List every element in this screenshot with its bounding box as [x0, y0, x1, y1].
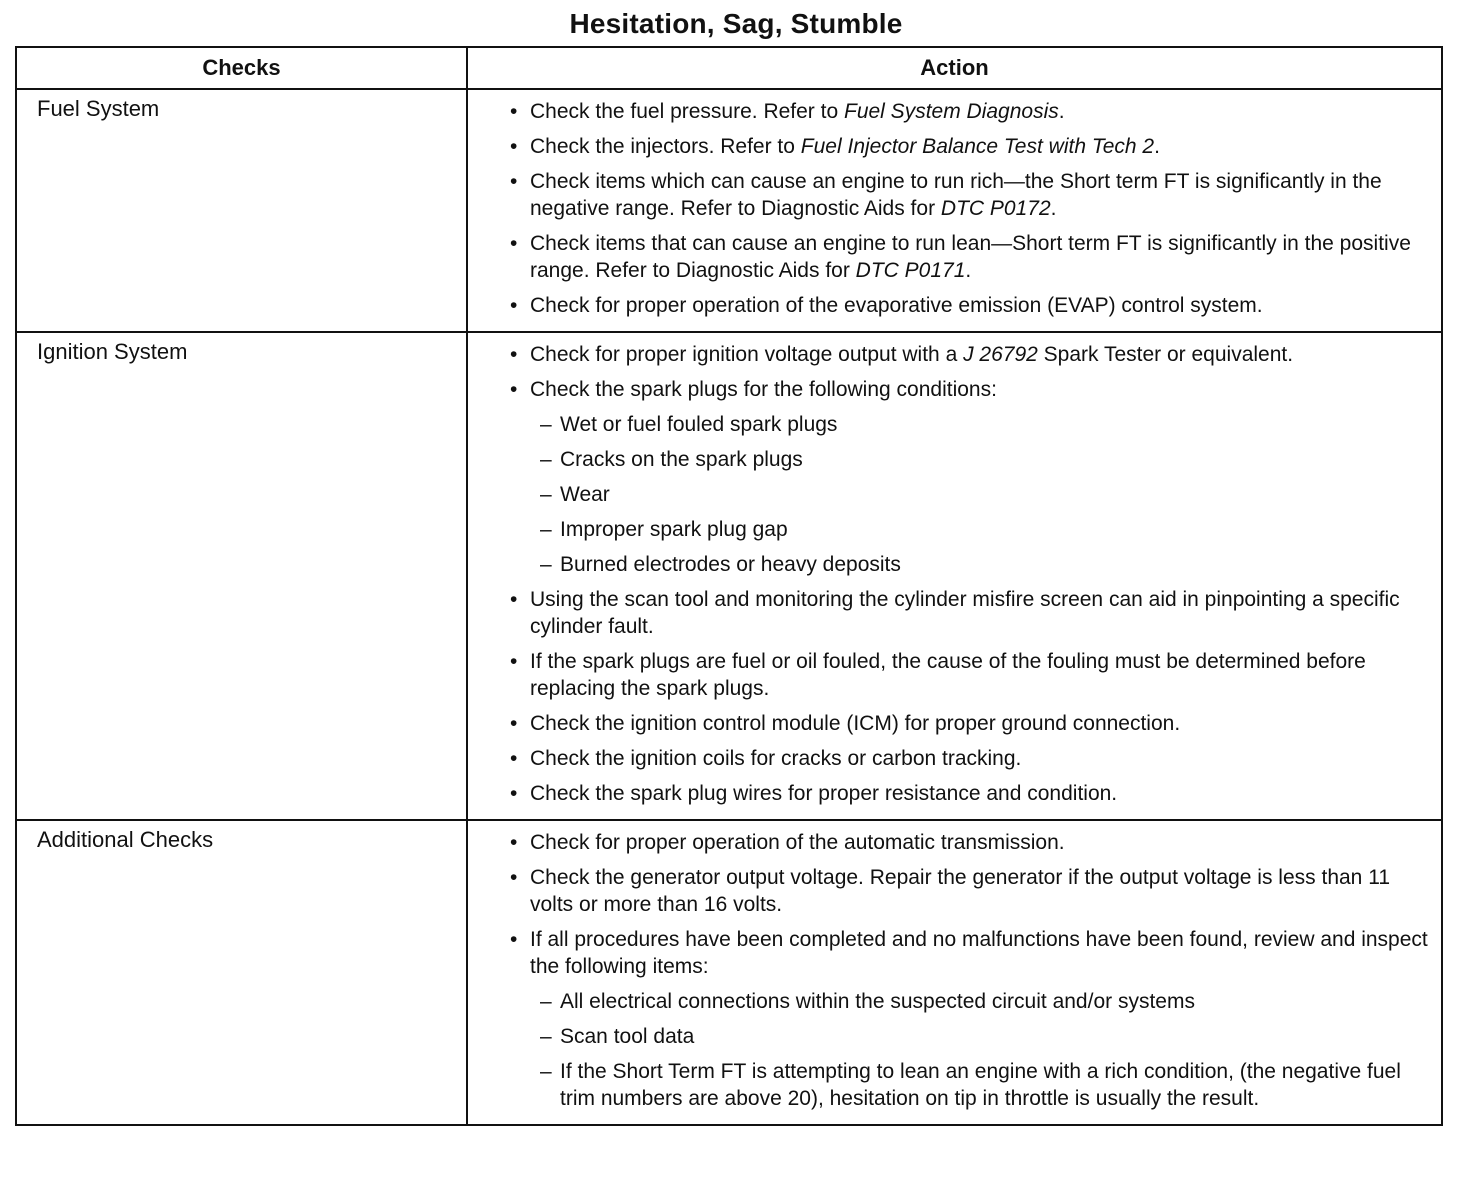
- table-body: [16, 89, 1442, 1125]
- sub-item: – Wet or fuel fouled spark plugs: [540, 411, 1433, 438]
- action-text: Check for proper ignition voltage output with a: [530, 343, 964, 366]
- action-text: .: [1058, 100, 1065, 123]
- action-cell: [467, 89, 1442, 332]
- action-item: [508, 341, 1433, 368]
- sub-item: – Cracks on the spark plugs: [540, 446, 1433, 473]
- action-item: [508, 230, 1433, 284]
- action-text: .: [1050, 197, 1057, 220]
- action-text: If the spark plugs are fuel or oil fouled, the cause of the fouling must be determined before replacing the spark plugs.: [530, 650, 1366, 700]
- reference-text: DTC P0171: [855, 259, 966, 282]
- reference-text: DTC P0172: [940, 197, 1051, 220]
- action-text: Check the fuel pressure. Refer to: [530, 100, 844, 123]
- table-header-row: [16, 47, 1442, 89]
- action-text: Check the ignition control module (ICM) for proper ground connection.: [530, 712, 1181, 735]
- action-list: [468, 333, 1441, 819]
- table-row: [16, 89, 1442, 332]
- action-item: [508, 710, 1433, 737]
- page-title: Hesitation, Sag, Stumble: [569, 8, 903, 39]
- action-item: [508, 133, 1433, 160]
- sub-item: – If the Short Term FT is attempting to lean an engine with a rich condition, (the negative fuel trim numbers are above 20), hesitation on tip in throttle is usually the result.: [540, 1058, 1433, 1112]
- sub-item: – All electrical connections within the suspected circuit and/or systems: [540, 988, 1433, 1015]
- check-label: Ignition System: [37, 339, 188, 364]
- check-cell: [16, 332, 467, 820]
- action-text: If all procedures have been completed and no malfunctions have been found, review and inspect the following items:: [530, 928, 1428, 978]
- action-item: [508, 864, 1433, 918]
- action-item: [508, 745, 1433, 772]
- sub-list: [530, 988, 1433, 1112]
- action-text: .: [965, 259, 972, 282]
- check-cell: [16, 89, 467, 332]
- action-text: Check the injectors. Refer to: [530, 135, 801, 158]
- reference-text: Fuel System Diagnosis: [844, 100, 1059, 123]
- table-row: [16, 820, 1442, 1125]
- sub-item: – Improper spark plug gap: [540, 516, 1433, 543]
- action-item: [508, 168, 1433, 222]
- reference-text: J 26792: [963, 343, 1038, 366]
- action-text: Check the spark plugs for the following conditions:: [530, 378, 997, 401]
- diagnostic-table: [15, 46, 1443, 1126]
- action-text: Check items that can cause an engine to run lean—Short term FT is significantly in the positive range. Refer to Diagnostic Aids for: [530, 232, 1411, 282]
- action-text: Check the generator output voltage. Repair the generator if the output voltage is less than 11 volts or more than 16 volts.: [530, 866, 1390, 916]
- action-cell: [467, 820, 1442, 1125]
- action-list: [468, 90, 1441, 331]
- action-list: [468, 821, 1441, 1124]
- action-item: [508, 829, 1433, 856]
- action-cell: [467, 332, 1442, 820]
- action-text: Check the spark plug wires for proper resistance and condition.: [530, 782, 1118, 805]
- table-row: [16, 332, 1442, 820]
- check-label: Fuel System: [37, 96, 160, 121]
- reference-text: Fuel Injector Balance Test with Tech 2: [800, 135, 1155, 158]
- action-item: [508, 926, 1433, 1112]
- action-text: Using the scan tool and monitoring the cylinder misfire screen can aid in pinpointing a specific cylinder fault.: [530, 588, 1400, 638]
- action-text: Check items which can cause an engine to run rich—the Short term FT is significantly in the negative range. Refer to Diagnostic Aids for: [530, 170, 1382, 220]
- action-item: [508, 780, 1433, 807]
- checks-column-header: Checks: [16, 47, 467, 89]
- action-item: [508, 376, 1433, 578]
- action-item: [508, 648, 1433, 702]
- check-cell: [16, 820, 467, 1125]
- action-text: Spark Tester or equivalent.: [1037, 343, 1294, 366]
- action-item: [508, 586, 1433, 640]
- action-item: [508, 292, 1433, 319]
- sub-list: [530, 411, 1433, 578]
- sub-item: – Scan tool data: [540, 1023, 1433, 1050]
- check-label: Additional Checks: [37, 827, 214, 852]
- sub-item: – Wear: [540, 481, 1433, 508]
- action-text: Check for proper operation of the automatic transmission.: [530, 831, 1065, 854]
- action-text: .: [1154, 135, 1160, 158]
- action-item: [508, 98, 1433, 125]
- action-column-header: Action: [467, 47, 1442, 89]
- action-text: Check the ignition coils for cracks or carbon tracking.: [530, 747, 1022, 770]
- action-text: Check for proper operation of the evaporative emission (EVAP) control system.: [530, 294, 1263, 317]
- sub-item: – Burned electrodes or heavy deposits: [540, 551, 1433, 578]
